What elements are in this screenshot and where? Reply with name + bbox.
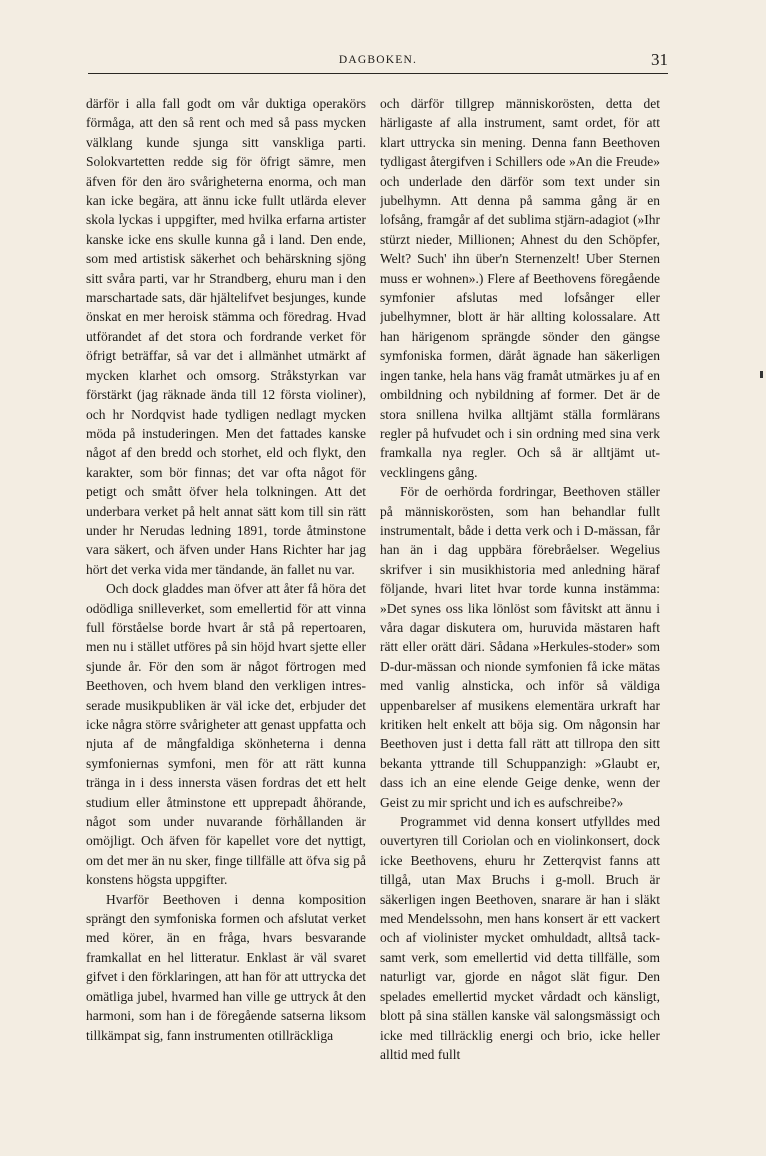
page-number: 31 — [651, 50, 668, 69]
paragraph: Hvarför Beethoven i denna komposition sprängt den symfoniska formen och afslutat verket med körer, än en fråga, hvars besvarande framkallat en hel litteratur. Enklast är väl svaret gifvet i den förklaringen, att han för att uttrycka det omätliga jubel, hvarmed han ville ge uttryck åt den harmoni, som han i de föregående satserna liksom tillkämpat sig, fann instrumenten otillräckliga — [86, 891, 366, 1043]
margin-mark — [760, 371, 763, 378]
running-title: DAGBOKEN. — [338, 54, 418, 66]
header-rule — [88, 73, 668, 74]
left-column — [86, 94, 366, 1084]
paragraph: därför i alla fall godt om vår duktiga operakörs förmåga, att den så rent och med så pass mycken välklang kunde sjunga sitt vanskliga parti. Solokvartetten redde sig för öfrigt sämre, men äfven för den äro svårigheterna enorma, och man kan icke begära, att ännu icke fullt utlärda elever skola lyckas i uppgifter, med hvilka erfarna artister kanske icke ens skulle kunna gå i land. Den ende, som med artistisk säkerhet och behärskning sjöng sitt svåra parti, var hr Strandberg, ehuru man i den marschartade sats, där hjältelifvet besjunges, kunde önskat en mer heroisk stämma och föredrag. Hvad utförandet af det stora och fordrande verket för öfrigt beträffar, så var det i allmänhet utmärkt af mycken klarhet och omsorg. Stråkstyrkan var förstärkt (jag räknade ända till 12 första violiner), och hr Nordqvist hade tydligen nedlagt mycken möda på instuderingen. Men det fattades kanske något af den bredd och storhet, eld och flykt, den karakter, som bör finnas; det var ofta något för petigt och smått öfver hela tolkningen. Att det underbara verket på helt annat sätt kom till sin rätt under hr Nerudas ledning 1891, torde åtminstone vara säkert, och äfven under Hans Richter har jag hört det verka vida mer tändande, än fallet nu var. — [86, 96, 366, 577]
paragraph: För de oerhörda fordringar, Beethoven ställer på människorösten, som han behandlar fullt instrumentalt, både i detta verk och i D-mässan, får han än i dag uppbära förebråelser. Wegelius skrifver i sin musikhistoria med anledning häraf följande, hvari litet hvar torde kunna instämma: »Det synes oss lika lönlöst som fåvitskt att ännu i våra dagar diskutera om, huruvida mästaren haft rätt eller orätt däri. Sådana »Herkules-stoder» som D-dur-mässan och nionde symfonien få icke mätas med vanlig alnsticka, och inför så väldiga uppenbarelser af musikens elementära urkraft har kritiken helt enkelt att böja sig. Om någonsin har Beethoven just i detta fall rätt att tillropa den sitt bekanta yttrande till Schuppanzigh: »Glaubt er, dass ich an eine elende Geige denke, wenn der Geist zu mir spricht und ich es aufschreibe?» — [380, 484, 660, 810]
right-column — [380, 94, 660, 1084]
paragraph: och därför tillgrep människorösten, detta det härligaste af alla instrument, samt ordet, för att klart uttrycka sin mening. Denna fann Beethoven tydligast återgifven i Schillers ode »An die Freude» och underlade den därför som text under sin jubelhymn. Att denna på samma gång är en lofsång, framgår af det sublima stjärn-adagiot (»Ihr stürzt nieder, Millionen; Ahnest du den Schöpfer, Welt? Such' ihn über'n Sternenzelt! Uber Sternen muss er wohnen».) Flere af Beethovens föregående symfonier afslutas med lofsånger eller jubelhymner, blott är här allting kolossalare. Att han härigenom sprängde sönder den gängse symfoniska formen, däråt ägnade han säkerligen ingen tanke, hela hans väg framåt utmärkes ju af en ombildning och nybildning af former. Det är de stora snillena hvilka alltjämt ställa formlärans regler på hufvudet och i sin ordning med sina verk framkalla nya regler. Och så är alltjämt utvecklingens gång. — [380, 96, 660, 480]
paragraph: Programmet vid denna konsert utfylldes med ouvertyren till Coriolan och en violinkonsert, dock icke Beethovens, ehuru hr Zetterqvist fanns att tillgå, utan Max Bruchs i g-moll. Bruch är säkerligen ingen Beethoven, snarare är han i släkt med Mendelssohn, men hans konsert är ett vackert och af violinister mycket omhuldadt, alltså tacksamt verk, som emellertid vid detta tillfälle, som naturligt var, gjorde en något slät figur. Den spelades emellertid mycket vårdadt och känsligt, blott på sina ställen kanske väl salongsmässigt och icke med tillräcklig energi och brio, icke heller alltid med fullt — [380, 814, 660, 1062]
paragraph: Och dock gladdes man öfver att åter få höra det odödliga snilleverket, som emellertid för att vinna full förståelse borde hvart år stå på repertoaren, men nu i stället utföres på sin höjd hvart sjette eller sjunde år. För den som är något förtrogen med Beethoven, och hvem bland den verkligen intresserade musikpubliken är väl icke det, erbjuder det icke några större svårigheter att genast uppfatta och njuta af de mångfaldiga skönheterna i denna symfoniernas symfoni, men för att rätt kunna tränga in i dess innersta väsen fordras det ett helt studium eller åtminstone ett upprepadt åhörande, något som under nuvarande förhållanden är omöjligt. Och äfven för kapellet vore det nyttigt, om det mer än nu sker, finge tillfälle att öfva sig på konstens högsta uppgifter. — [86, 581, 366, 888]
page-header — [88, 48, 668, 74]
